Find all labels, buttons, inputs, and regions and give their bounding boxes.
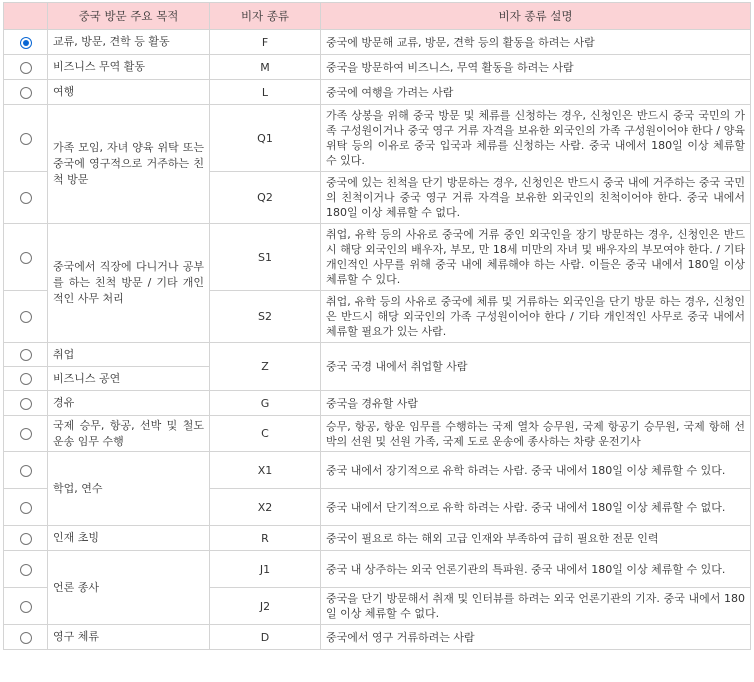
visa-description: 중국을 단기 방문해서 취재 및 인터뷰를 하려는 외국 언론기관의 기자. 중국 내에서 180일 이상 체류할 수 없다. xyxy=(321,588,751,625)
visa-description: 중국에 있는 친척을 단기 방문하는 경우, 신청인은 반드시 중국 내에 거주하는 중국 국민의 친척이거나 중국 영구 거류 자격을 보유한 외국인의 친척이어야 한다. 중국 내에서 180일 이상 체류할 수 없다. xyxy=(321,172,751,224)
radio-cell xyxy=(4,489,48,526)
table-row xyxy=(4,224,751,291)
radio-button-m[interactable] xyxy=(20,62,32,74)
visa-code: L xyxy=(210,80,321,105)
visa-description: 중국에 여행을 가려는 사람 xyxy=(321,80,751,105)
table-row xyxy=(4,526,751,551)
purpose-cell: 가족 모임, 자녀 양육 위탁 또는 중국에 영구적으로 거주하는 친척 방문 xyxy=(48,105,210,224)
radio-cell xyxy=(4,526,48,551)
radio-cell xyxy=(4,105,48,172)
visa-description: 취업, 유학 등의 사유로 중국에 거류 중인 외국인을 장기 방문하는 경우, 신청인은 반드시 해당 외국인의 배우자, 부모, 만 18세 미만의 자녀 및 배우자의 부모여야 한다. / 기타 개인적인 사무를 위해 중국 내에 체류해야 하는 사람. 이들은 중국 내에서 180일 이상 체류할 수 있다. xyxy=(321,224,751,291)
purpose-cell: 언론 종사 xyxy=(48,551,210,625)
header-visa-type: 비자 종류 xyxy=(210,3,321,30)
radio-button-f[interactable] xyxy=(20,37,32,49)
table-row xyxy=(4,452,751,489)
radio-button-z-employment[interactable] xyxy=(20,349,32,361)
radio-cell xyxy=(4,588,48,625)
radio-cell xyxy=(4,80,48,105)
radio-cell xyxy=(4,224,48,291)
radio-button-l[interactable] xyxy=(20,87,32,99)
table-row xyxy=(4,625,751,650)
visa-code: J1 xyxy=(210,551,321,588)
radio-cell xyxy=(4,291,48,343)
radio-button-q2[interactable] xyxy=(20,192,32,204)
header-description: 비자 종류 설명 xyxy=(321,3,751,30)
visa-code: Q2 xyxy=(210,172,321,224)
radio-cell xyxy=(4,391,48,416)
radio-cell xyxy=(4,172,48,224)
radio-cell xyxy=(4,416,48,452)
radio-button-q1[interactable] xyxy=(20,133,32,145)
visa-description: 중국에서 영구 거류하려는 사람 xyxy=(321,625,751,650)
radio-button-g[interactable] xyxy=(20,398,32,410)
radio-button-j2[interactable] xyxy=(20,601,32,613)
visa-code: X2 xyxy=(210,489,321,526)
header-purpose: 중국 방문 주요 목적 xyxy=(48,3,210,30)
visa-description: 중국에 방문해 교류, 방문, 견학 등의 활동을 하려는 사람 xyxy=(321,30,751,55)
table-row xyxy=(4,30,751,55)
visa-description: 중국 국경 내에서 취업할 사람 xyxy=(321,343,751,391)
purpose-cell: 국제 승무, 항공, 선박 및 철도 운송 임무 수행 xyxy=(48,416,210,452)
purpose-cell: 비즈니스 무역 활동 xyxy=(48,55,210,80)
radio-button-z-performance[interactable] xyxy=(20,373,32,385)
table-row xyxy=(4,551,751,588)
radio-button-d[interactable] xyxy=(20,632,32,644)
radio-cell xyxy=(4,30,48,55)
radio-button-j1[interactable] xyxy=(20,564,32,576)
table-row xyxy=(4,105,751,172)
visa-code: G xyxy=(210,391,321,416)
purpose-cell: 비즈니스 공연 xyxy=(48,367,210,391)
visa-code: F xyxy=(210,30,321,55)
table-row xyxy=(4,416,751,452)
radio-button-s1[interactable] xyxy=(20,252,32,264)
visa-code: D xyxy=(210,625,321,650)
visa-description: 중국을 방문하여 비즈니스, 무역 활동을 하려는 사람 xyxy=(321,55,751,80)
table-row xyxy=(4,80,751,105)
table-row xyxy=(4,55,751,80)
visa-code: S1 xyxy=(210,224,321,291)
visa-description: 취업, 유학 등의 사유로 중국에 체류 및 거류하는 외국인을 단기 방문 하는 경우, 신청인은 반드시 해당 외국인의 가족 구성원이어야 한다 / 기타 개인적인 사무로 중국 내에서 체류할 필요가 있는 사람. xyxy=(321,291,751,343)
visa-description: 승무, 항공, 항운 임무를 수행하는 국제 열차 승무원, 국제 항공기 승무원, 국제 항해 선박의 선원 및 선원 가족, 국제 도로 운송에 종사하는 차량 운전기사 xyxy=(321,416,751,452)
radio-cell xyxy=(4,452,48,489)
visa-description: 중국 내 상주하는 외국 언론기관의 특파원. 중국 내에서 180일 이상 체류할 수 있다. xyxy=(321,551,751,588)
radio-button-s2[interactable] xyxy=(20,311,32,323)
table-header-row xyxy=(4,3,751,30)
radio-button-c[interactable] xyxy=(20,428,32,440)
visa-code: S2 xyxy=(210,291,321,343)
purpose-cell: 인재 초빙 xyxy=(48,526,210,551)
visa-description: 중국 내에서 단기적으로 유학 하려는 사람. 중국 내에서 180일 이상 체류할 수 없다. xyxy=(321,489,751,526)
radio-cell xyxy=(4,551,48,588)
radio-cell xyxy=(4,343,48,367)
purpose-cell: 교류, 방문, 견학 등 활동 xyxy=(48,30,210,55)
visa-description: 가족 상봉을 위해 중국 방문 및 체류를 신청하는 경우, 신청인은 반드시 중국 국민의 가족 구성원이거나 중국 영구 거류 자격을 보유한 외국인의 가족 구성원이어야 한다 / 양육 위탁 등의 이유로 중국 입국과 체류를 신청하는 사람. 중국 내에서 180일 이상 체류할 수 있다. xyxy=(321,105,751,172)
purpose-cell: 학업, 연수 xyxy=(48,452,210,526)
header-select xyxy=(4,3,48,30)
radio-cell xyxy=(4,55,48,80)
radio-cell xyxy=(4,367,48,391)
purpose-cell: 취업 xyxy=(48,343,210,367)
radio-button-x1[interactable] xyxy=(20,465,32,477)
visa-description: 중국이 필요로 하는 해외 고급 인재와 부족하여 급히 필요한 전문 인력 xyxy=(321,526,751,551)
purpose-cell: 영구 체류 xyxy=(48,625,210,650)
table-row xyxy=(4,343,751,367)
visa-code: Q1 xyxy=(210,105,321,172)
radio-button-r[interactable] xyxy=(20,533,32,545)
purpose-cell: 경유 xyxy=(48,391,210,416)
radio-button-x2[interactable] xyxy=(20,502,32,514)
visa-code: C xyxy=(210,416,321,452)
table-row xyxy=(4,391,751,416)
purpose-cell: 중국에서 직장에 다니거나 공부를 하는 친척 방문 / 기타 개인적인 사무 처리 xyxy=(48,224,210,343)
visa-code: R xyxy=(210,526,321,551)
visa-type-table xyxy=(3,2,751,650)
radio-cell xyxy=(4,625,48,650)
visa-description: 중국을 경유할 사람 xyxy=(321,391,751,416)
purpose-cell: 여행 xyxy=(48,80,210,105)
visa-code: X1 xyxy=(210,452,321,489)
visa-code: M xyxy=(210,55,321,80)
visa-code: J2 xyxy=(210,588,321,625)
visa-description: 중국 내에서 장기적으로 유학 하려는 사람. 중국 내에서 180일 이상 체류할 수 있다. xyxy=(321,452,751,489)
visa-code: Z xyxy=(210,343,321,391)
